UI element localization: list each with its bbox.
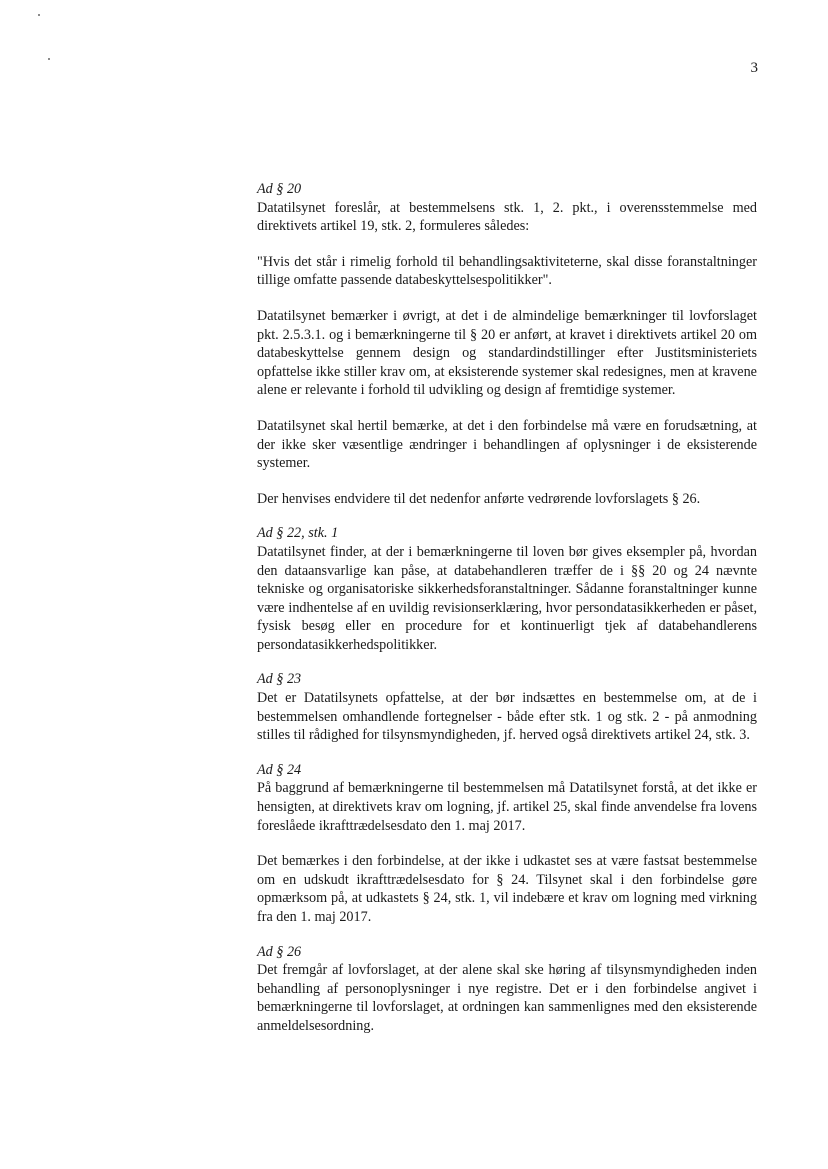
- paragraph: "Hvis det står i rimelig forhold til behandlingsaktiviteterne, skal disse foranstaltninger tillige omfatte passende databeskyttelsespolitikker".: [257, 253, 757, 289]
- paragraph: Datatilsynet skal hertil bemærke, at det i den forbindelse må være en forudsætning, at der ikke sker væsentlige ændringer i behandlingen af oplysninger i de eksisterende systemer.: [257, 417, 757, 472]
- section-ad-26: [257, 943, 757, 1036]
- page-number: 3: [750, 60, 758, 76]
- section-heading: Ad § 26: [257, 943, 302, 960]
- paragraph: Datatilsynet finder, at der i bemærkningerne til loven bør gives eksempler på, hvordan den dataansvarlige kan påse, at databehandleren træffer de i §§ 20 og 24 nævnte tekniske og organisatoriske sikkerhedsforanstaltninger. Sådanne foranstaltninger kunne være indhentelse af en uvildig revisionserklæring, hvor persondatasikkerheden er påset, fysisk besøg eller en procedure for et kontinuerligt tjek af databehandlerens persondatasikkerhedspolitikker.: [257, 543, 757, 653]
- section-ad-22: [257, 524, 757, 654]
- document-body: [257, 180, 757, 1052]
- section-heading: Ad § 24: [257, 761, 302, 778]
- paragraph: På baggrund af bemærkningerne til bestemmelsen må Datatilsynet forstå, at det ikke er hensigten, at direktivets krav om logning, jf. artikel 25, skal finde anvendelse fra lovens foreslåede ikrafttrædelsesdato den 1. maj 2017.: [257, 780, 757, 834]
- paragraph: Der henvises endvidere til det nedenfor anførte vedrørende lovforslagets § 26.: [257, 490, 701, 507]
- paragraph: Det bemærkes i den forbindelse, at der ikke i udkastet ses at være fastsat bestemmelse om en udskudt ikrafttrædelsesdato for § 24. Tilsynet skal i den forbindelse gøre opmærksom på, at udkastets § 24, stk. 1, vil indebære et krav om logning med virkning fra den 1. maj 2017.: [257, 853, 757, 925]
- paragraph: Datatilsynet foreslår, at bestemmelsens stk. 1, 2. pkt., i overensstemmelse med direktivets artikel 19, stk. 2, formuleres således:: [257, 199, 757, 235]
- section-heading: Ad § 22, stk. 1: [257, 525, 339, 542]
- paragraph: Det fremgår af lovforslaget, at der alene skal ske høring af tilsynsmyndigheden inden behandling af personoplysninger i nye registre. Det er i den forbindelse angivet i bemærkningerne til lovforslaget, at ordningen kan sammenlignes med den eksisterende anmeldelsesordning.: [257, 962, 757, 1034]
- scan-speck: [48, 58, 50, 60]
- section-ad-23: [257, 670, 757, 744]
- section-heading: Ad § 20: [257, 181, 302, 197]
- scan-speck: [38, 14, 40, 16]
- section-ad-20: [257, 180, 757, 508]
- paragraph: Det er Datatilsynets opfattelse, at der bør indsættes en bestemmelse om, at de i bestemmelsen omhandlende fortegnelser - både efter stk. 1 og stk. 2 - på anmodning stilles til rådighed for tilsynsmyndigheden, jf. herved også direktivets artikel 24, stk. 3.: [257, 690, 757, 744]
- section-heading: Ad § 23: [257, 671, 302, 688]
- paragraph: Datatilsynet bemærker i øvrigt, at det i de almindelige bemærkninger til lovforslaget pkt. 2.5.3.1. og i bemærkningerne til § 20 er anført, at kravet i direktivets artikel 20 om databeskyttelse gennem design og standardindstillinger efter Justitsministeriets opfattelse ikke stiller krav om, at eksisterende systemer skal redesignes, men at kravene alene er relevante i forhold til udvikling og design af fremtidige systemer.: [257, 307, 757, 399]
- section-ad-24: [257, 761, 757, 927]
